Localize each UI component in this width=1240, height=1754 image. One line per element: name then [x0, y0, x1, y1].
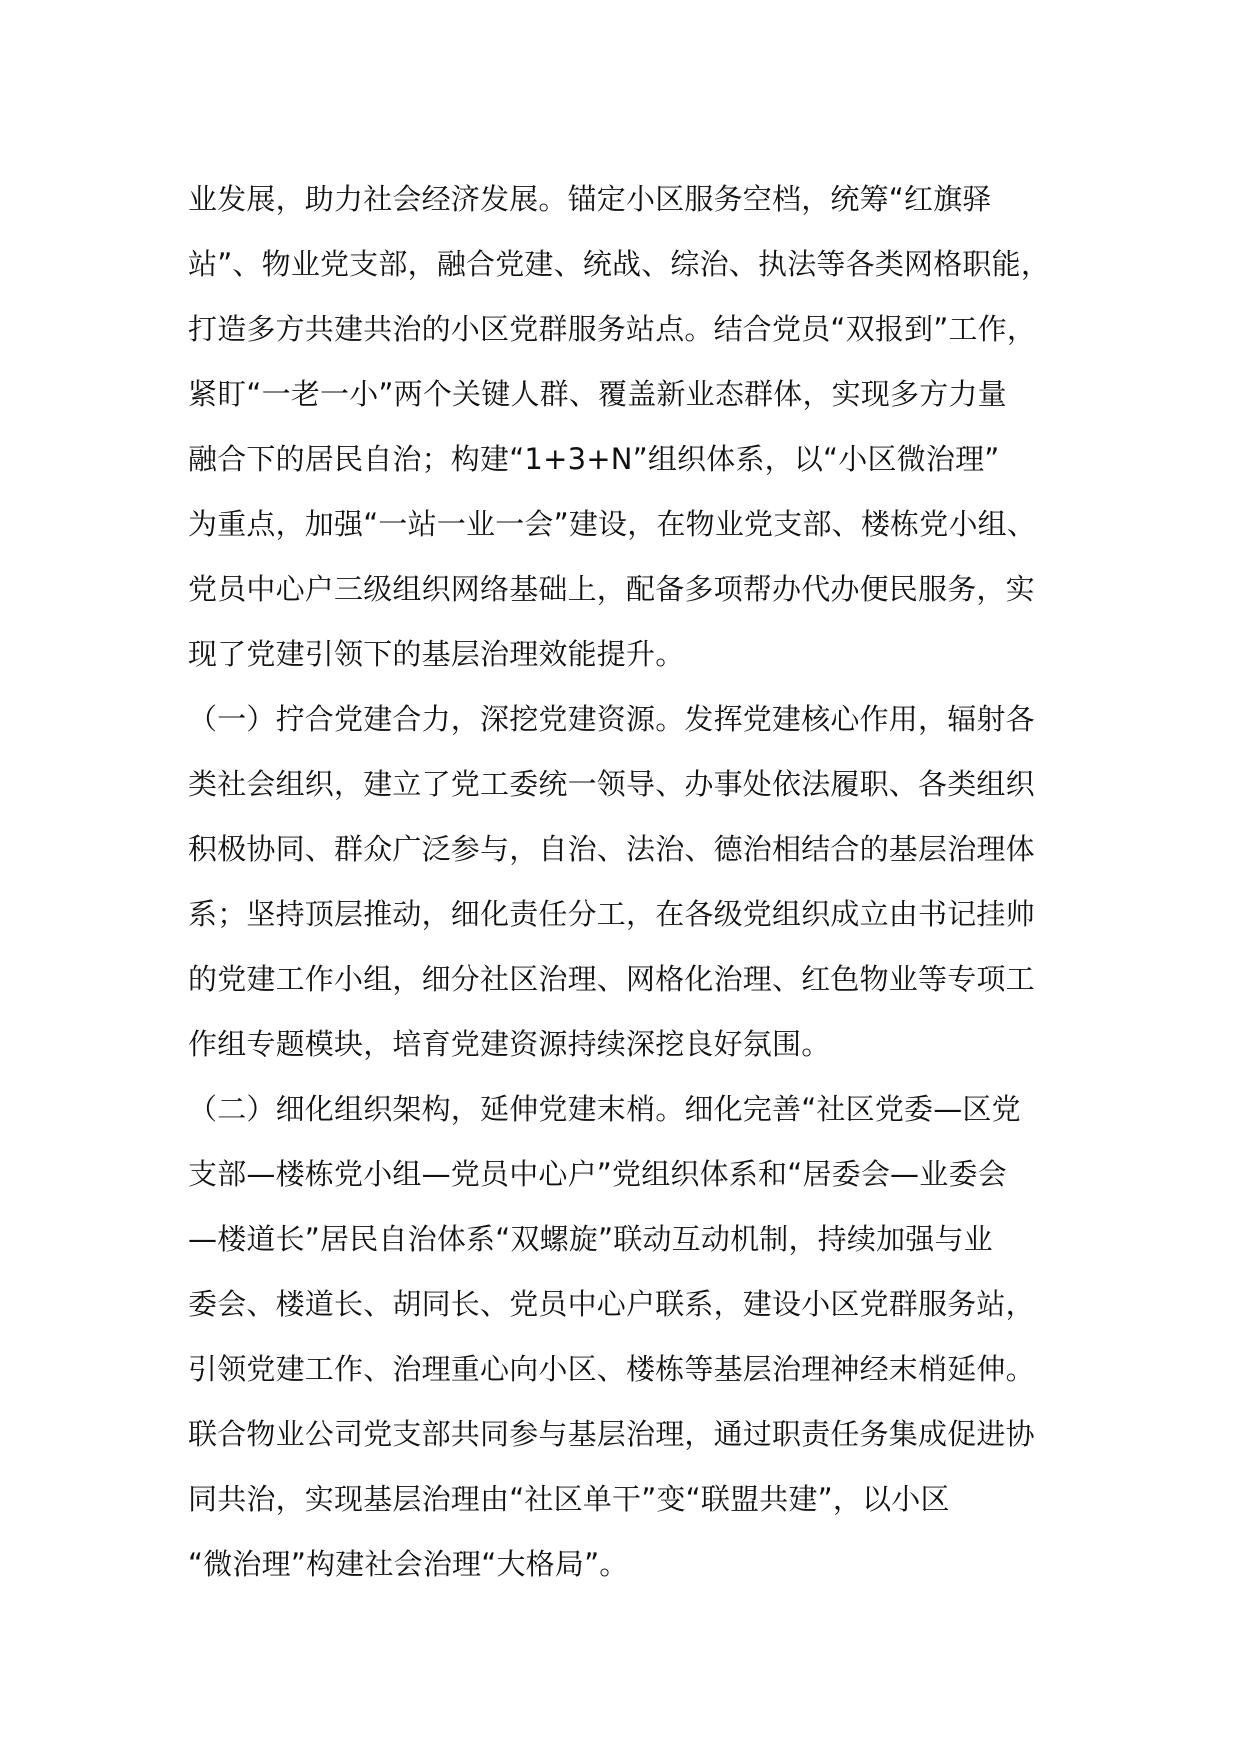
section-one-heading-line: （一）拧合党建合力，深挖党建资源。发挥党建核心作用，辐射各	[188, 702, 1035, 736]
text-line: —楼道长”居民自治体系“双螺旋”联动互动机制，持续加强与业	[188, 1222, 993, 1256]
text-line: 同共治，实现基层治理由“社区单干”变“联盟共建”，以小区	[188, 1482, 950, 1516]
text-line: 紧盯“一老一小”两个关键人群、覆盖新业态群体，实现多方力量	[188, 377, 1007, 411]
text-line: 作组专题模块，培育党建资源持续深挖良好氛围。	[188, 1027, 831, 1061]
text-line: “微治理”构建社会治理“大格局”。	[188, 1547, 629, 1581]
text-line: 党员中心户三级组织网络基础上，配备多项帮办代办便民服务，实	[188, 572, 1035, 606]
text-line: 的党建工作小组，细分社区治理、网格化治理、红色物业等专项工	[188, 962, 1035, 996]
text-line: 系；坚持顶层推动，细化责任分工，在各级党组织成立由书记挂帅	[188, 897, 1035, 931]
text-line: 打造多方共建共治的小区党群服务站点。结合党员“双报到”工作，	[188, 312, 1037, 346]
section-two-heading-line: （二）细化组织架构，延伸党建末梢。细化完善“社区党委—区党	[188, 1092, 1021, 1126]
text-line: 联合物业公司党支部共同参与基层治理，通过职责任务集成促进协	[188, 1417, 1035, 1451]
document-body	[188, 167, 1068, 1597]
text-line: 委会、楼道长、胡同长、党员中心户联系，建设小区党群服务站，	[188, 1287, 1035, 1321]
text-line: 引领党建工作、治理重心向小区、楼栋等基层治理神经末梢延伸。	[188, 1352, 1035, 1386]
text-line: 站”、物业党支部，融合党建、统战、综治、执法等各类网格职能，	[188, 247, 1051, 281]
text-line: 现了党建引领下的基层治理效能提升。	[188, 637, 685, 671]
text-line: 类社会组织，建立了党工委统一领导、办事处依法履职、各类组织	[188, 767, 1035, 801]
text-line: 业发展，助力社会经济发展。锚定小区服务空档，统筹“红旗驿	[188, 182, 992, 216]
text-line: 融合下的居民自治；构建“1+3+N”组织体系，以“小区微治理”	[188, 442, 1000, 476]
text-line: 积极协同、群众广泛参与，自治、法治、德治相结合的基层治理体	[188, 832, 1035, 866]
text-line: 支部—楼栋党小组—党员中心户”党组织体系和“居委会—业委会	[188, 1157, 1007, 1191]
text-line: 为重点，加强“一站一业一会”建设，在物业党支部、楼栋党小组、	[188, 507, 1037, 541]
